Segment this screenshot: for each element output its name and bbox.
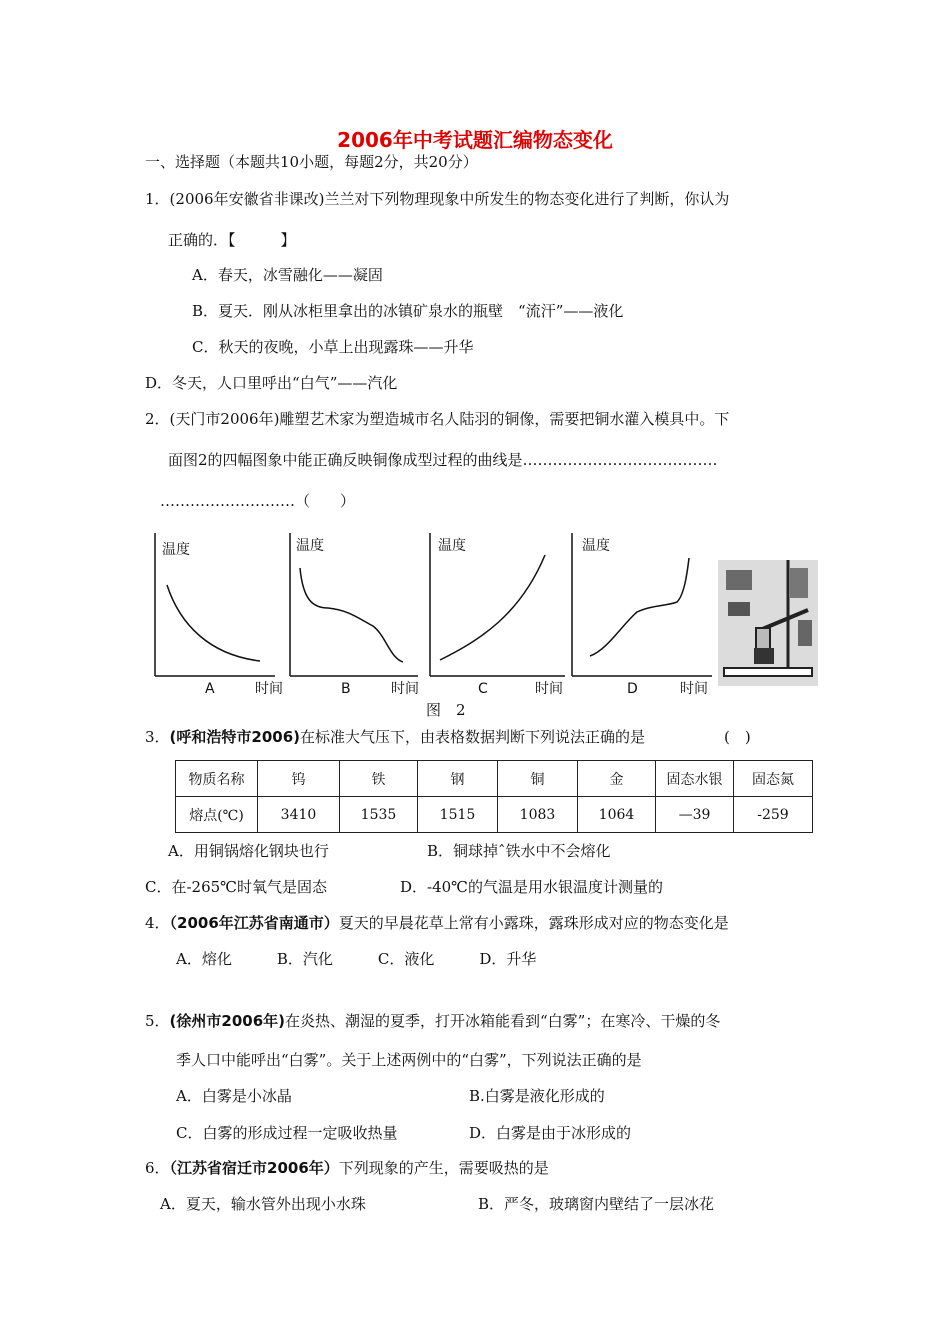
graph-a-xlabel: 时间 [255, 681, 283, 697]
q5-number: 5． [145, 1012, 170, 1030]
q5-stem [145, 1011, 720, 1031]
q4-options: A．熔化 B．汽化 C．液化 D．升华 [176, 950, 537, 968]
q5-text: 在炎热、潮湿的夏季，打开冰箱能看到“白雾”；在寒冷、干燥的冬 [285, 1012, 721, 1030]
figure-caption: 图 2 [426, 701, 466, 719]
q6-text: 下列现象的产生，需要吸热的是 [338, 1159, 549, 1177]
graph-c-xlabel: 时间 [535, 681, 563, 697]
q3-stem [145, 727, 645, 747]
q1-option-c: C．秋天的夜晚，小草上出现露珠——升华 [192, 338, 474, 356]
q3-text: 在标准大气压下，由表格数据判断下列说法正确的是 [300, 728, 646, 746]
table-cell: 物质名称 [176, 761, 258, 797]
q1-option-d: D．冬天，人口里呼出“白气”——汽化 [145, 374, 398, 392]
q1-option-b: B．夏天．刚从冰柜里拿出的冰镇矿泉水的瓶壁 “流汗”——液化 [192, 302, 624, 320]
graph-a-curve [167, 585, 260, 661]
graph-b-curve [300, 568, 403, 662]
table-cell: 1515 [418, 797, 498, 833]
q5-option-b: B.白雾是液化形成的 [469, 1087, 605, 1105]
table-cell: 1064 [578, 797, 656, 833]
melting-point-table [175, 760, 813, 833]
section-header: 一、选择题（本题共10小题，每题2分，共20分） [145, 153, 478, 171]
q3-option-c: C．在-265℃时氧气是固态 [145, 878, 327, 896]
table-cell: 钨 [258, 761, 340, 797]
graph-d-curve [590, 558, 689, 656]
q3-option-b: B．铜球掉ˆ铁水中不会熔化 [427, 842, 611, 860]
page-title: 2006年中考试题汇编物态变化 [337, 128, 613, 152]
q2-stem-line1: 2．(天门市2006年)雕塑艺术家为塑造城市名人陆羽的铜像，需要把铜水灌入模具中。下 [145, 410, 730, 428]
table-row [176, 797, 813, 833]
q3-option-a: A．用铜锅熔化钢块也行 [168, 842, 329, 860]
graph-d [562, 530, 717, 700]
graph-b-ylabel: 温度 [296, 538, 324, 554]
table-cell: 熔点(℃) [176, 797, 258, 833]
q1-option-a: A．春天，冰雪融化——凝固 [192, 266, 383, 284]
q5-source: (徐州市2006年) [169, 1012, 286, 1030]
q5-option-d: D．白雾是由于冰形成的 [469, 1124, 632, 1142]
q6-option-b: B．严冬，玻璃窗内壁结了一层冰花 [478, 1195, 715, 1213]
table-cell: —39 [656, 797, 734, 833]
q1-stem-line2: 正确的．【 】 [168, 231, 296, 249]
q3-option-d: D．-40℃的气温是用水银温度计测量的 [400, 878, 663, 896]
graph-a-letter: A [205, 681, 215, 697]
q4-text: 夏天的早晨花草上常有小露珠，露珠形成对应的物态变化是 [338, 914, 729, 932]
graph-c-curve [440, 555, 545, 660]
q3-answer-bracket: ( ) [724, 728, 751, 746]
graph-d-xlabel: 时间 [680, 681, 708, 697]
table-cell: 金 [578, 761, 656, 797]
graph-b-letter: B [341, 681, 351, 697]
q1-stem-line1: 1．(2006年安徽省非课改)兰兰对下列物理现象中所发生的物态变化进行了判断，你认为 [145, 190, 730, 208]
graph-c-ylabel: 温度 [438, 538, 466, 554]
graph-a [140, 530, 283, 700]
q4-stem [145, 913, 729, 933]
table-cell: 固态氮 [734, 761, 813, 797]
table-cell: -259 [734, 797, 813, 833]
graph-c [420, 530, 570, 700]
q3-source: (呼和浩特市2006) [169, 728, 301, 746]
q3-number: 3． [145, 728, 170, 746]
table-cell: 3410 [258, 797, 340, 833]
table-cell: 1083 [498, 797, 578, 833]
graph-b-xlabel: 时间 [391, 681, 419, 697]
graph-b [278, 530, 423, 700]
q5-option-c: C．白雾的形成过程一定吸收热量 [176, 1124, 398, 1142]
q5-stem-line2: 季人口中能呼出“白雾”。关于上述两例中的“白雾”，下列说法正确的是 [176, 1051, 642, 1069]
table-header-row [176, 761, 813, 797]
table-cell: 1535 [340, 797, 418, 833]
q2-stem-line2: 面图2的四幅图象中能正确反映铜像成型过程的曲线是………………………………… [168, 451, 718, 469]
table-cell: 固态水银 [656, 761, 734, 797]
q4-number: 4． [145, 914, 170, 932]
lab-apparatus-image [718, 560, 818, 686]
q6-option-a: A．夏天，输水管外出现小水珠 [160, 1195, 366, 1213]
q4-source: （2006年江苏省南通市） [169, 914, 339, 932]
q6-stem [145, 1158, 549, 1178]
q6-number: 6． [145, 1159, 170, 1177]
table-cell: 铜 [498, 761, 578, 797]
table-cell: 铁 [340, 761, 418, 797]
graph-c-letter: C [478, 681, 488, 697]
graph-d-ylabel: 温度 [582, 538, 610, 554]
table-cell: 钢 [418, 761, 498, 797]
graph-d-letter: D [627, 681, 638, 697]
graph-a-ylabel: 温度 [162, 542, 190, 558]
q2-stem-line3: ………………………（ ） [160, 492, 356, 510]
q6-source: （江苏省宿迁市2006年） [169, 1159, 339, 1177]
q5-option-a: A．白雾是小冰晶 [176, 1087, 292, 1105]
